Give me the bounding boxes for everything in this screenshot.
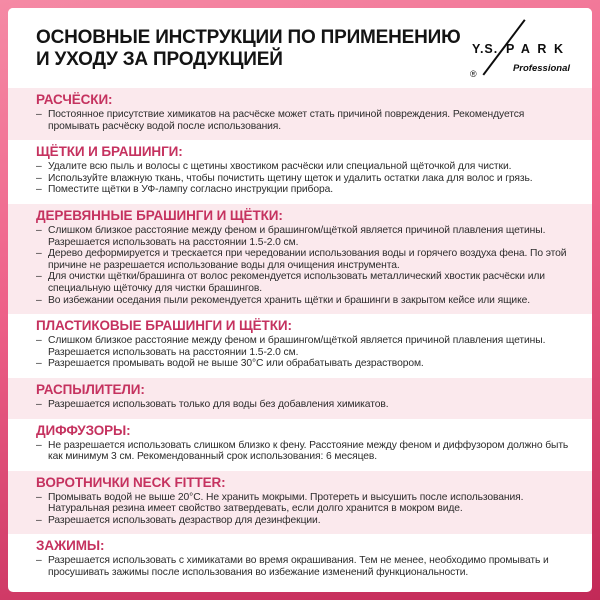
instruction-list [36, 440, 576, 463]
instruction-sections [8, 88, 592, 592]
bullet-dash: – [36, 248, 42, 260]
instruction-item [36, 295, 576, 307]
instruction-text: Удалите всю пыль и волосы с щетины хвостиком расчёски или специальной щёточкой для чистки. [48, 161, 512, 173]
section-plastic-brushes [8, 314, 592, 378]
instruction-text: Разрешается промывать водой не выше 30°C или обрабатывать дезраствором. [48, 358, 424, 370]
section-title: РАСЧЁСКИ: [36, 92, 113, 107]
instruction-list [36, 109, 576, 132]
instruction-list [36, 492, 576, 527]
section-diffusers [8, 419, 592, 471]
bullet-dash: – [36, 555, 42, 567]
instruction-text: Для очистки щётки/брашинга от волос рекомендуется использовать металлический хвостик расчёски или специальную щёточку для чистки брашингов. [48, 271, 545, 294]
instruction-item [36, 555, 576, 578]
bullet-dash: – [36, 161, 42, 173]
instruction-text: Разрешается использовать дезраствор для дезинфекции. [48, 514, 321, 526]
instruction-item [36, 161, 576, 173]
instruction-item [36, 399, 576, 411]
bullet-dash: – [36, 294, 42, 306]
section-title: ЗАЖИМЫ: [36, 538, 105, 554]
instruction-item [36, 225, 576, 248]
instruction-text: Во избежании оседания пыли рекомендуется хранить щётки и брашинги в закрытом кейсе или ящике. [48, 294, 530, 306]
ys-park-logo [466, 20, 570, 80]
instruction-list [36, 555, 576, 578]
instruction-list [36, 225, 576, 306]
instruction-item [36, 515, 576, 527]
instruction-item [36, 109, 576, 132]
section-title: РАСПЫЛИТЕЛИ: [36, 381, 145, 397]
bullet-dash: – [36, 439, 42, 451]
section-title: ВОРОТНИЧКИ NECK FITTER: [36, 474, 226, 490]
logo-professional-text: Professional [512, 63, 570, 74]
bullet-dash: – [36, 184, 42, 196]
bullet-dash: – [36, 398, 42, 410]
bullet-dash: – [36, 491, 42, 503]
bullet-dash: – [36, 109, 42, 120]
section-clips [8, 534, 592, 586]
page-title-line2: И УХОДУ ЗА ПРОДУКЦИЕЙ [36, 48, 283, 70]
instruction-item [36, 248, 576, 271]
section-title: ПЛАСТИКОВЫЕ БРАШИНГИ И ЩЁТКИ: [36, 318, 292, 334]
logo-ys-text: Y.S. [472, 42, 499, 56]
section-title: ДИФФУЗОРЫ: [36, 422, 131, 438]
instruction-item [36, 335, 576, 358]
instruction-item [36, 184, 576, 196]
instruction-item [36, 358, 576, 370]
instruction-item [36, 173, 576, 185]
section-title: ЩЁТКИ И БРАШИНГИ: [36, 144, 183, 160]
instruction-text: Используйте влажную ткань, чтобы почистить щетину щеток и удалить остатки лака для волос и грязь. [48, 172, 533, 184]
bullet-dash: – [36, 224, 42, 236]
instruction-text: Слишком близкое расстояние между феном и брашингом/щёткой является причиной плавления щетины. Разрешается использовать на расстоянии 1.5-2.0 см. [48, 335, 546, 358]
instruction-text: Промывать водой не выше 20°C. Не хранить мокрыми. Протереть и высушить после использования. Натуральная резина имеет свойство затвердевать, если долго хранится в мокром виде. [48, 491, 524, 515]
instruction-text: Слишком близкое расстояние между феном и брашингом/щёткой является причиной плавления щетины. Разрешается использовать на расстоянии 1.5-2.0 см. [48, 224, 546, 248]
instruction-text: Постоянное присутствие химикатов на расчёске может стать причиной повреждения. Рекомендуется промывать расчёску водой после использования. [48, 109, 525, 132]
instruction-item [36, 271, 576, 294]
instruction-card [8, 8, 592, 592]
bullet-dash: – [36, 271, 42, 283]
section-neck-fitter [8, 471, 592, 535]
page-title-line1: ОСНОВНЫЕ ИНСТРУКЦИИ ПО ПРИМЕНЕНИЮ [36, 27, 461, 48]
instruction-text: Не разрешается использовать слишком близко к фену. Расстояние между феном и диффузором должно быть как минимум 3 см. Рекомендованный срок использования: 6 месяцев. [48, 439, 569, 463]
instruction-item [36, 492, 576, 515]
bullet-dash: – [36, 514, 42, 526]
section-combs [8, 88, 592, 140]
bullet-dash: – [36, 335, 42, 347]
instruction-text: Разрешается использовать только для воды без добавления химикатов. [48, 398, 389, 410]
logo-park-text: PARK [506, 42, 571, 56]
header [8, 8, 592, 88]
section-wooden-brushes [8, 204, 592, 314]
instruction-list [36, 335, 576, 370]
bullet-dash: – [36, 172, 42, 184]
instruction-text: Дерево деформируется и трескается при чередовании использования воды и горячего воздуха фена. По этой причине не разрешается использование воды для очищения инструмента. [48, 248, 567, 271]
instruction-list [36, 161, 576, 196]
registered-trademark-icon: ® [470, 69, 477, 79]
section-sprayers [8, 378, 592, 419]
instruction-text: Поместите щётки в УФ-лампу согласно инструкции прибора. [48, 184, 333, 196]
instruction-text: Разрешается использовать с химикатами во время окрашивания. Тем не менее, необходимо промывать и просушивать зажимы после использования во избежание изменений функциональности. [48, 555, 549, 579]
instruction-list [36, 399, 576, 411]
section-brushes [8, 140, 592, 204]
bullet-dash: – [36, 358, 42, 370]
instruction-item [36, 440, 576, 463]
section-title: ДЕРЕВЯННЫЕ БРАШИНГИ И ЩЁТКИ: [36, 207, 283, 223]
